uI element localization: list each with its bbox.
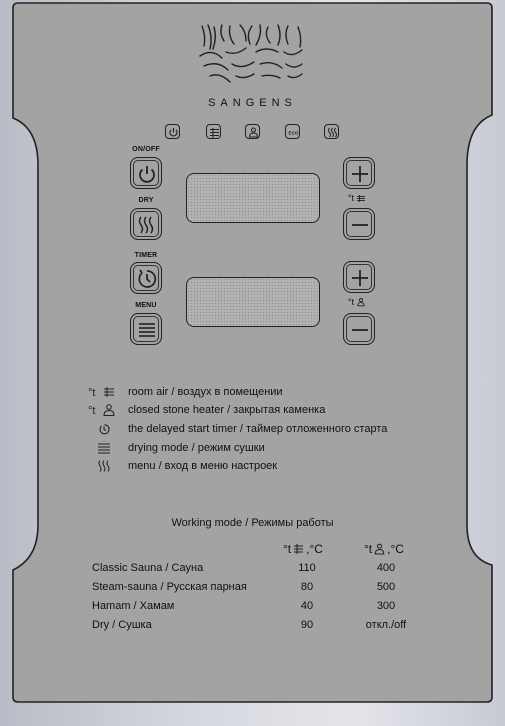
- legend-item-stone: [80, 402, 325, 418]
- onoff-label: ON/OFF: [132, 146, 160, 153]
- sangens-logo: [196, 22, 308, 94]
- stone-temperature-display: [186, 277, 320, 327]
- legend-item-timer: [80, 421, 387, 437]
- timer-icon: [131, 263, 163, 295]
- stone-heater-icon: [373, 543, 386, 555]
- legend-text: the delayed start timer / таймер отложенного старта: [128, 423, 388, 435]
- stone-heater-icon: [356, 297, 366, 307]
- air-plus-button[interactable]: [343, 157, 375, 189]
- col-air-unit: ,°C: [306, 542, 323, 556]
- air-temp-icon: [80, 384, 128, 400]
- stone-minus-button[interactable]: [343, 313, 375, 345]
- air-value: 40: [300, 600, 314, 612]
- mode-name: Classic Sauna / Сауна: [92, 562, 204, 574]
- legend-text: menu / вход в меню настроек: [128, 460, 278, 472]
- legend-item-menu: [80, 458, 277, 474]
- air-icon: [356, 194, 366, 203]
- stone-plus-button[interactable]: [343, 261, 375, 293]
- air-value: 90: [300, 619, 314, 631]
- power-button[interactable]: [130, 157, 162, 189]
- stone-zone-label: [348, 297, 366, 307]
- mode-name: Hamam / Хамам: [92, 600, 175, 612]
- air-temperature-display: [186, 173, 320, 223]
- legend-text: closed stone heater / закрытая каменка: [128, 404, 326, 416]
- legend-text: drying mode / режим сушки: [128, 442, 265, 454]
- stone-temp-unit: °t: [348, 297, 355, 307]
- eco-indicator-icon: [285, 124, 300, 139]
- plus-icon: [344, 158, 376, 190]
- col-header-air: [283, 542, 323, 556]
- air-temp-unit: °t: [348, 193, 355, 203]
- air-value: 80: [300, 581, 314, 593]
- plus-icon: [344, 262, 376, 294]
- minus-icon: [344, 314, 376, 346]
- legend-item-dry: [80, 440, 265, 456]
- air-indicator-icon: [206, 124, 221, 139]
- menu-icon: [80, 458, 128, 474]
- mode-name: Steam-sauna / Русская парная: [92, 581, 247, 593]
- legend-text: room air / воздух в помещении: [128, 386, 283, 398]
- stone-heater-temp-icon: [80, 402, 128, 418]
- svg-text:ECO: ECO: [288, 130, 299, 136]
- air-icon: [292, 543, 305, 555]
- mode-name: Dry / Сушка: [92, 619, 152, 631]
- svg-text:°t: °t: [88, 387, 96, 399]
- col-stone-unit: ,°C: [387, 542, 404, 556]
- timer-icon: [80, 421, 128, 437]
- timer-label: TIMER: [134, 252, 158, 259]
- col-header-stone: [364, 542, 404, 556]
- menu-icon: [131, 314, 163, 346]
- air-minus-button[interactable]: [343, 208, 375, 240]
- power-indicator-icon: [165, 124, 180, 139]
- col-stone-label: °t: [364, 542, 373, 556]
- brand-name: SANGENS: [208, 97, 297, 109]
- stone-value: 400: [376, 562, 396, 574]
- dry-button[interactable]: [130, 208, 162, 240]
- svg-text:°t: °t: [88, 405, 96, 417]
- dry-label: DRY: [138, 197, 154, 204]
- menu-button[interactable]: [130, 313, 162, 345]
- col-air-label: °t: [283, 542, 292, 556]
- stone-value: 500: [376, 581, 396, 593]
- minus-icon: [344, 209, 376, 241]
- table-title: Working mode / Режимы работы: [171, 517, 334, 529]
- stone-value: 300: [376, 600, 396, 612]
- air-zone-label: [348, 193, 366, 203]
- air-value: 110: [298, 562, 316, 574]
- drying-mode-icon: [80, 440, 128, 456]
- stone-indicator-icon: [245, 124, 260, 139]
- power-icon: [131, 158, 163, 190]
- drying-indicator-icon: [324, 124, 339, 139]
- timer-button[interactable]: [130, 262, 162, 294]
- menu-label: MENU: [135, 302, 157, 309]
- stone-value: откл./off: [365, 619, 407, 631]
- legend-item-air: [80, 384, 283, 400]
- drying-mode-icon: [131, 209, 163, 241]
